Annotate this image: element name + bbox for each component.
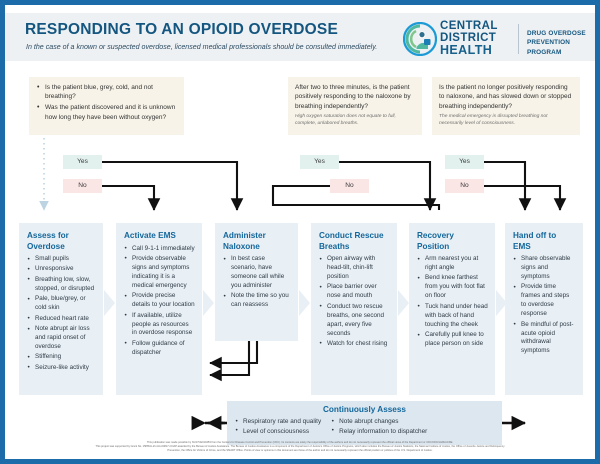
question-box-assess	[29, 77, 184, 135]
step-title: Recovery Position	[417, 231, 454, 251]
step-bullet: • Bend knee farthest from you with foot flat on floor	[425, 274, 488, 301]
chip-no-renarcotization: No	[445, 179, 484, 193]
question-bullet: • Is the patient blue, grey, cold, and not breathing?	[45, 83, 177, 101]
chevron-right-icon	[203, 290, 214, 316]
step-bullet: • Carefully pull knee to place person on side	[425, 331, 488, 349]
step-bullet: • Watch for chest rising	[327, 340, 390, 349]
step-administer-naloxone	[215, 223, 298, 341]
central-district-health-logo-icon	[403, 22, 437, 56]
step-title: Activate EMS	[124, 231, 176, 240]
step-bullet: • Be mindful of post-acute opioid withdrawal symptoms	[521, 321, 576, 357]
step-bullet: • Note the time so you can reassess	[231, 292, 291, 310]
step-bullet: • Share observable signs and symptoms	[521, 255, 576, 282]
question-text: Is the patient no longer positively responding to naloxone, and has slowed down or stopped breathing independently?	[439, 84, 572, 110]
assess-bullet: • Respiratory rate and quality	[243, 417, 321, 427]
step-activate-ems	[116, 223, 202, 395]
assess-bullet: • Level of consciousness	[243, 427, 321, 437]
chevron-right-icon	[398, 290, 409, 316]
logo-line-1: CENTRAL	[440, 20, 498, 32]
step-bullet: • If available, utilize people as resources in overdose response	[132, 312, 195, 339]
assess-bullet: • Note abrupt changes	[339, 417, 427, 427]
footer-line: Prevention, the Office for Victims of Crime, and the SMART Office. Points of view or opinions in this document are those of the author and do not necessarily represent the official position or policies of the U.S. Department of Justice.	[167, 448, 433, 452]
step-title: Assess for Overdose	[27, 231, 69, 251]
step-bullet: • Place barrier over nose and mouth	[327, 283, 390, 301]
step-bullet: • In best case scenario, have someone call while you administer	[231, 255, 291, 291]
logo-line-3: HEALTH	[440, 43, 493, 57]
step-bullet: • Stiffening	[35, 353, 96, 362]
page-title: RESPONDING TO AN OPIOID OVERDOSE	[25, 21, 339, 38]
step-bullet: • Unresponsive	[35, 265, 96, 274]
chip-yes-renarcotization: Yes	[445, 155, 484, 169]
step-bullet: • Note abrupt air loss and rapid onset of overdose	[35, 325, 96, 352]
step-title: Administer Naloxone	[223, 231, 266, 251]
question-bullets	[36, 83, 177, 122]
chip-yes-naloxone: Yes	[300, 155, 339, 169]
step-bullets	[319, 255, 390, 349]
program-name: DRUG OVERDOSE PREVENTION PROGRAM	[527, 30, 586, 56]
step-bullet: • Conduct two rescue breaths, one second apart, every five seconds	[327, 303, 390, 339]
step-bullets	[124, 245, 195, 358]
step-title: Hand off to EMS	[513, 231, 557, 251]
question-bullet: • Was the patient discovered and it is unknown how long they have been without oxygen?	[45, 103, 177, 121]
step-bullet: • Arm nearest you at right angle	[425, 255, 488, 273]
step-bullet: • Follow guidance of dispatcher	[132, 340, 195, 358]
step-bullet: • Open airway with head-tilt, chin-lift position	[327, 255, 390, 282]
step-bullets	[513, 255, 576, 356]
step-bullets	[27, 255, 96, 373]
footer-line: This project was supported by Grant No. 15PBJA-21-GG-04817-COAP awarded by the Bureau of Justice Assistance. The Bureau of Justice Assistance is a component of the Department of Justice's Office of Justice Programs, which also includes the Bureau of Justice Statistics, the National Institute of Justice, the Office of Juvenile Justice and Delinquency	[95, 444, 505, 448]
logo-divider	[518, 24, 519, 54]
question-note: The medical emergency is disrupted breathing not necessarily level of consciousness.	[439, 114, 548, 127]
chip-yes-assess: Yes	[63, 155, 102, 169]
assess-bullet: • Relay information to dispatcher	[339, 427, 427, 437]
step-bullet: • Tuck hand under head with back of hand touching the cheek	[425, 303, 488, 330]
continuously-assess-title: Continuously Assess	[323, 405, 406, 414]
chevron-right-icon	[299, 290, 310, 316]
step-bullet: • Provide precise details to your location	[132, 292, 195, 310]
question-note: High oxygen saturation does not equate to full, complete, unlabored breaths.	[295, 114, 396, 127]
step-bullet: • Provide observable signs and symptoms indicating it is a medical emergency	[132, 255, 195, 291]
step-bullet: • Provide time frames and steps to overdose response	[521, 283, 576, 319]
step-bullet: • Reduced heart rate	[35, 315, 96, 324]
step-bullets	[223, 255, 291, 310]
step-bullet: • Seizure-like activity	[35, 364, 96, 373]
logo	[403, 19, 593, 59]
question-box-renarcotization	[432, 77, 580, 135]
step-hand-off-to-ems	[505, 223, 583, 395]
chip-no-naloxone: No	[330, 179, 369, 193]
continuously-assess-box	[227, 401, 502, 445]
step-conduct-rescue-breaths	[311, 223, 397, 395]
chip-no-assess: No	[63, 179, 102, 193]
step-bullet: • Call 9-1-1 immediately	[132, 245, 195, 254]
step-assess-for-overdose	[19, 223, 103, 395]
footer-disclaimer	[19, 441, 581, 453]
continuously-assess-left-list	[235, 417, 321, 437]
page-subtitle: In the case of a known or suspected overdose, licensed medical professionals should be consulted immediately.	[26, 43, 378, 51]
logo-line-2: DISTRICT	[440, 31, 497, 44]
step-recovery-position	[409, 223, 495, 395]
question-text: After two to three minutes, is the patient positively responding to the naloxone by breathing independently?	[295, 84, 411, 110]
logo-wordmark	[440, 21, 512, 57]
step-bullet: • Breathing low, slow, stopped, or disrupted	[35, 276, 96, 294]
step-bullet: • Pale, blue/grey, or cold skin	[35, 295, 96, 313]
header-bar	[5, 13, 595, 61]
step-bullet: • Small pupils	[35, 255, 96, 264]
footer-line: This publication was made possible by NU17CE010453 from the Centers for Disease Control and Prevention (CDC). Its contents are solely the responsibility of the authors and do not necessarily represent the official views of the Department or CDC/CDC/HHS/ACDE.	[146, 441, 454, 444]
chevron-right-icon	[104, 290, 115, 316]
continuously-assess-right-list	[331, 417, 427, 437]
infographic-sheet	[5, 5, 595, 459]
step-bullets	[417, 255, 488, 349]
question-box-naloxone-response	[288, 77, 422, 135]
step-title: Conduct Rescue Breaths	[319, 231, 384, 251]
